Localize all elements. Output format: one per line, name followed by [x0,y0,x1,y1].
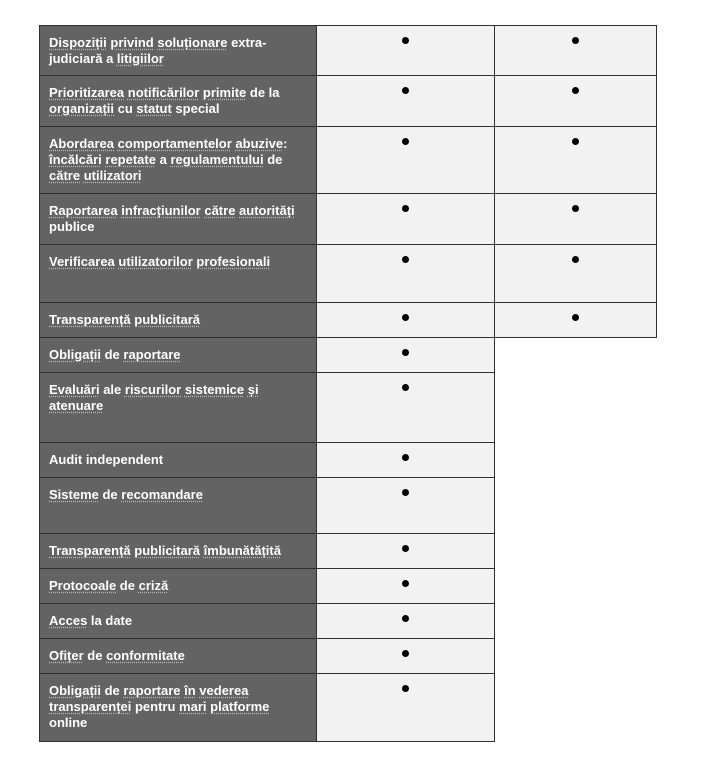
label-text: de [98,487,122,502]
label-term: și [247,382,259,397]
label-term: Acces [49,613,88,628]
bullet-icon [402,384,409,391]
label-text: cu [114,101,137,116]
table-row [39,76,657,127]
label-text: de [101,347,124,362]
applies-cell [317,373,495,443]
label-text: special [171,101,220,116]
label-term: către [49,168,81,183]
bullet-icon [402,615,409,622]
applies-cell [317,674,495,742]
table-row [39,338,657,373]
label-term: Ofițer [49,648,84,663]
row-label [39,76,317,127]
label-term: Obligații [49,683,101,698]
bullet-icon [402,37,409,44]
bullet-icon [402,87,409,94]
bullet-icon [402,489,409,496]
label-term: Raportarea [49,203,118,218]
label-text: la date [87,613,133,628]
applies-cell [317,604,495,639]
row-label [39,674,317,742]
label-text: de [116,578,139,593]
label-text: de [263,152,283,167]
bullet-icon [572,314,579,321]
applies-cell [317,478,495,534]
label-term: profesionali [196,254,271,269]
label-text: de [101,683,124,698]
label-term: soluționare [157,35,228,50]
label-term: autorități [239,203,295,218]
bullet-icon [572,138,579,145]
label-term: încălcări [49,152,102,167]
table-row [39,245,657,303]
empty-cell [495,443,657,478]
label-text: a [155,152,171,167]
row-label [39,639,317,674]
bullet-icon [572,87,579,94]
row-label [39,303,317,338]
row-label [39,604,317,639]
applies-cell [317,25,495,76]
empty-cell [495,478,657,534]
label-term: statut [136,101,172,116]
label-term: comportamentelor [117,136,232,151]
label-term: Obligații [49,347,101,362]
applies-cell [317,338,495,373]
bullet-icon [572,37,579,44]
row-label [39,127,317,194]
applies-cell [495,245,657,303]
bullet-icon [402,685,409,692]
table-row [39,639,657,674]
row-label [39,534,317,569]
label-term: raportare [123,347,181,362]
bullet-icon [402,454,409,461]
label-term: Protocoale [49,578,117,593]
applies-cell [317,245,495,303]
table-row [39,443,657,478]
applies-cell [495,194,657,245]
empty-cell [495,569,657,604]
table-row [39,25,657,76]
label-term: riscurilor [124,382,182,397]
label-text: online [49,715,88,730]
label-text: pentru [131,699,180,714]
applies-cell [495,303,657,338]
row-label [39,569,317,604]
bullet-icon [402,349,409,356]
label-term: abuzive [235,136,284,151]
applies-cell [495,25,657,76]
label-text: Audit independent [49,452,164,467]
applies-cell [317,127,495,194]
label-term: Prioritizarea [49,85,125,100]
empty-cell [495,604,657,639]
label-term: criză [138,578,169,593]
label-term: publicitară [134,543,201,558]
label-term: utilizatori [83,168,142,183]
label-term: Transparență [49,312,131,327]
empty-cell [495,338,657,373]
table-row [39,478,657,534]
label-text: ale [99,382,125,397]
label-term: regulamentului [170,152,264,167]
label-term: vederea [199,683,249,698]
label-term: privind [110,35,154,50]
label-text: extra-judiciară a [49,35,267,66]
row-label [39,373,317,443]
label-term: notificărilor [127,85,200,100]
empty-cell [495,534,657,569]
label-text: de [83,648,107,663]
label-term: Transparență [49,543,131,558]
label-term: sistemice [184,382,245,397]
applies-cell [317,534,495,569]
bullet-icon [402,580,409,587]
row-label [39,245,317,303]
empty-cell [495,639,657,674]
bullet-icon [402,545,409,552]
label-term: repetate [105,152,156,167]
label-term: Evaluări [49,382,100,397]
label-term: Abordarea [49,136,115,151]
row-label [39,338,317,373]
table-row [39,604,657,639]
label-term: îmbunătățită [203,543,281,558]
table-row [39,373,657,443]
row-label [39,25,317,76]
label-term: platforme [210,699,270,714]
label-term: infracțiunilor [121,203,201,218]
bullet-icon [572,205,579,212]
table-row [39,194,657,245]
label-term: publicitară [134,312,201,327]
row-label [39,443,317,478]
table-row [39,534,657,569]
label-term: Verificarea [49,254,115,269]
empty-cell [495,674,657,742]
applies-cell [317,76,495,127]
applies-cell [317,569,495,604]
label-term: în [184,683,196,698]
obligations-table [39,25,657,742]
label-term: raportare [123,683,181,698]
label-term: Dispoziții [49,35,107,50]
table-row [39,127,657,194]
bullet-icon [402,650,409,657]
label-term: primite [202,85,247,100]
applies-cell [495,127,657,194]
applies-cell [317,443,495,478]
row-label [39,194,317,245]
label-term: atenuare [49,398,104,413]
label-term: transparenței [49,699,132,714]
label-term: conformitate [106,648,185,663]
bullet-icon [402,314,409,321]
label-term: către [204,203,236,218]
bullet-icon [572,256,579,263]
label-text: : [283,136,288,151]
label-term: Sisteme [49,487,99,502]
table-row [39,674,657,742]
table-row [39,303,657,338]
applies-cell [317,194,495,245]
applies-cell [495,76,657,127]
label-term: utilizatorilor [118,254,193,269]
applies-cell [317,639,495,674]
bullet-icon [402,256,409,263]
empty-cell [495,373,657,443]
label-term: litigiilor [116,51,164,66]
applies-cell [317,303,495,338]
table-row [39,569,657,604]
label-text: de la [246,85,280,100]
bullet-icon [402,205,409,212]
label-term: recomandare [121,487,203,502]
label-term: organizații [49,101,115,116]
row-label [39,478,317,534]
bullet-icon [402,138,409,145]
label-term: mari [179,699,207,714]
label-text: publice [49,219,95,234]
